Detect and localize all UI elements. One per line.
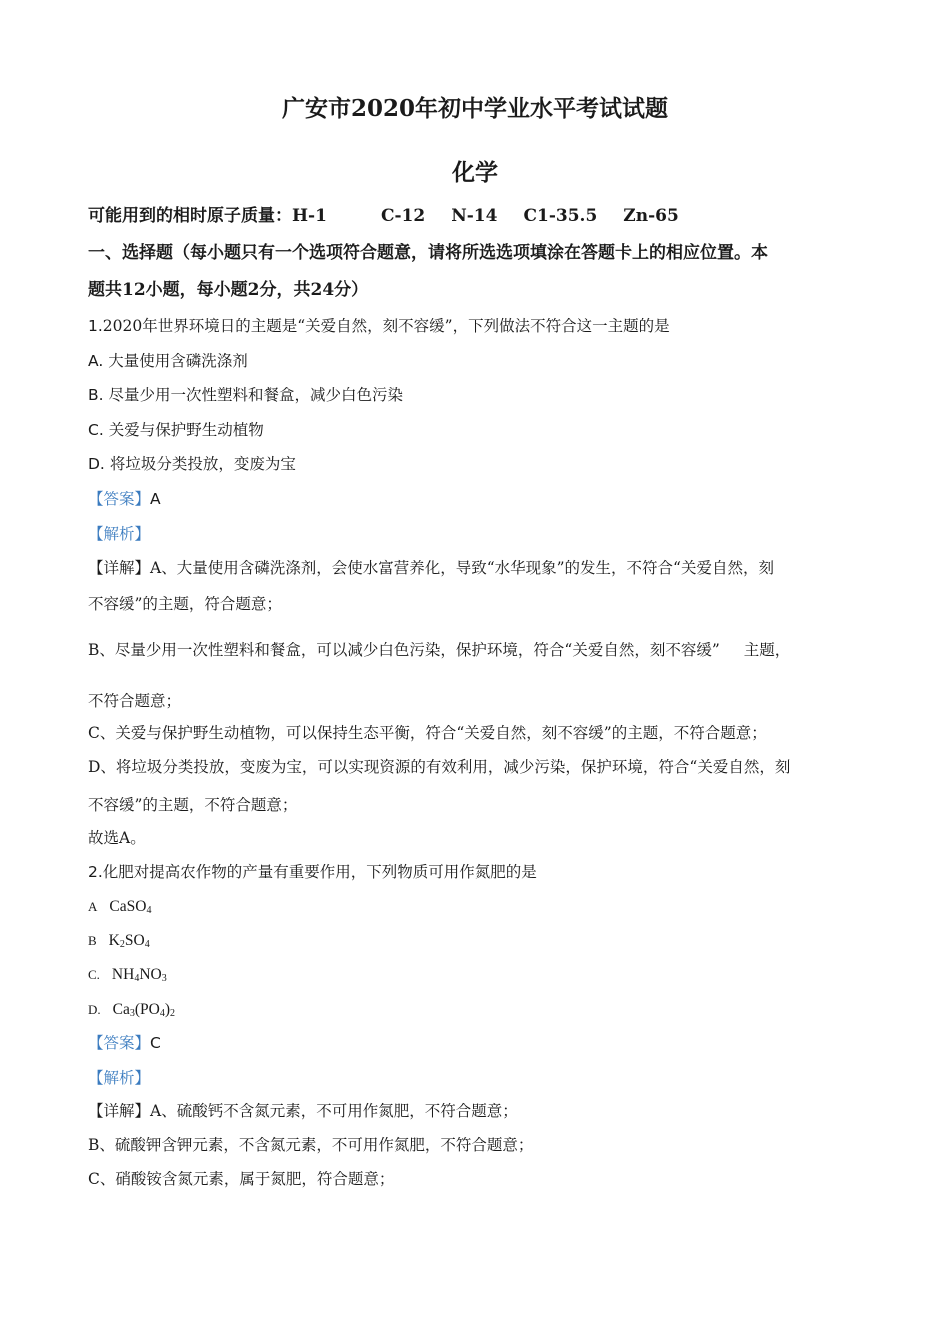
- q1-stem-text: 2020年世界环境日的主题是“关爱自然，刻不容缓”，下列做法不符合这一主题的是: [102, 317, 670, 335]
- q2-detail-label: 【详解】: [88, 1102, 151, 1120]
- q2-analysis-label: 【解析】: [88, 1069, 151, 1087]
- q1-answer: [88, 489, 161, 509]
- q1-detail-label: 【详解】: [88, 559, 151, 577]
- q1-detail-line7: 不容缓”的主题，不符合题意；: [88, 796, 298, 814]
- q2-detail-line2: B、硫酸钾含钾元素，不含氮元素，不可用作氮肥，不符合题意；: [88, 1136, 534, 1154]
- q2-option-c: C. $NH_4NO_3$: [88, 966, 167, 984]
- q1-detail-line4: 不符合题意；: [88, 692, 182, 710]
- subject-title: 化学: [452, 159, 498, 186]
- q1-option-b: B. 尽量少用一次性塑料和餐盒，减少白色污染: [88, 386, 404, 404]
- section-heading-line1: 一、选择题（每小题只有一个选项符合题意，请将所选选项填涂在答题卡上的相应位置。本: [88, 243, 768, 263]
- q2-option-b: B $K_2SO_4$: [88, 932, 150, 950]
- q1-stem: [88, 316, 670, 336]
- q1-detail-line5: C、关爱与保护野生动植物，可以保持生态平衡，符合“关爱自然，刻不容缓”的主题，不符合题意；: [88, 724, 767, 742]
- q1-conclusion: 故选A。: [88, 829, 146, 847]
- q1-detail-line6: D、将垃圾分类投放，变废为宝，可以实现资源的有效利用，减少污染，保护环境，符合“关爱自然，刻: [88, 758, 791, 776]
- document-title: 广安市2020年初中学业水平考试试题: [281, 95, 668, 122]
- q2-option-a: A CaSO$_4$: [88, 898, 152, 916]
- mass-zn: Zn-65: [623, 206, 679, 226]
- mass-cl: C1-35.5: [523, 206, 598, 226]
- q2-detail-line3: C、硝酸铵含氮元素，属于氮肥，符合题意；: [88, 1170, 395, 1188]
- q1-answer-value: A: [150, 490, 161, 508]
- q2-stem: [88, 862, 537, 882]
- q1-answer-label: 【答案】: [88, 490, 151, 508]
- q2-answer-value: C: [150, 1034, 161, 1052]
- q2-number: 2.: [88, 863, 103, 881]
- q1-detail-line2: 不容缓”的主题，符合题意；: [88, 595, 282, 613]
- section-heading-line2: 题共12小题，每小题2分，共24分）: [88, 280, 369, 300]
- mass-n: N-14: [451, 206, 498, 226]
- mass-c: C-12: [380, 206, 426, 226]
- q2-detail-line1: 【详解】A、硫酸钙不含氮元素，不可用作氮肥，不符合题意；: [88, 1102, 518, 1120]
- q1-number: 1.: [88, 317, 103, 335]
- q1-detail-line1: 【详解】A、大量使用含磷洗涤剂，会使水富营养化，导致“水华现象”的发生，不符合“关爱自然，刻: [88, 559, 774, 577]
- q1-option-d: D. 将垃圾分类投放，变废为宝: [88, 455, 296, 473]
- atomic-masses-label: 可能用到的相时原子质量：: [88, 206, 292, 226]
- q1-option-a: A. 大量使用含磷洗涤剂: [88, 352, 248, 370]
- q1-option-c: C. 关爱与保护野生动植物: [88, 421, 264, 439]
- mass-h: H-1: [292, 206, 327, 226]
- q2-answer-label: 【答案】: [88, 1034, 151, 1052]
- q2-stem-text: 化肥对提高农作物的产量有重要作用，下列物质可用作氮肥的是: [102, 863, 537, 881]
- q2-answer: [88, 1033, 161, 1053]
- q2-option-d: D. $Ca_3(PO_4)_2$: [88, 1001, 176, 1019]
- atomic-masses-line: [88, 206, 679, 226]
- q1-detail-line3: B、尽量少用一次性塑料和餐盒，可以减少白色污染，保护环境，符合“关爱自然，刻不容缓” 主题，: [88, 641, 791, 659]
- q1-analysis-label: 【解析】: [88, 525, 151, 543]
